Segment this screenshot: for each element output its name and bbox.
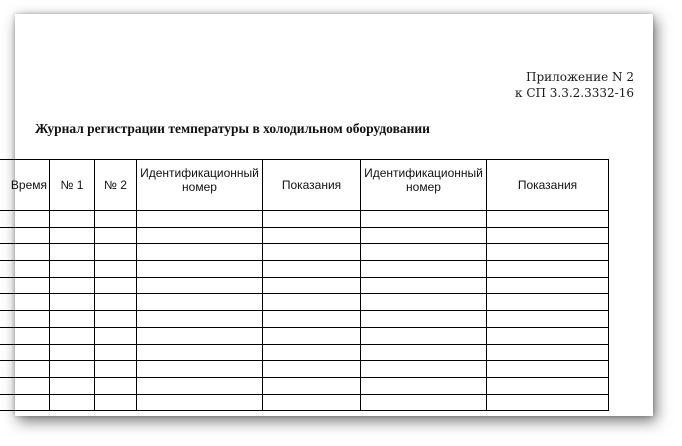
table-cell [50, 244, 95, 261]
table-cell [95, 261, 137, 278]
table-row [0, 294, 609, 311]
table-cell [50, 211, 95, 228]
table-row [0, 261, 609, 278]
table-cell [137, 377, 263, 394]
table-row [0, 277, 609, 294]
table-cell [361, 377, 487, 394]
table-cell [263, 244, 361, 261]
table-cell [263, 361, 361, 378]
journal-title: Журнал регистрации температуры в холодильном оборудовании [35, 121, 430, 136]
table-cell [487, 327, 609, 344]
table-cell [487, 361, 609, 378]
document-page [10, 14, 653, 416]
table-row [0, 311, 609, 328]
table-cell [361, 244, 487, 261]
table-cell [487, 227, 609, 244]
table-cell [487, 294, 609, 311]
table-cell [95, 294, 137, 311]
table-cell [263, 227, 361, 244]
table-cell [263, 211, 361, 228]
table-row [0, 227, 609, 244]
appendix-number: Приложение N 2 [526, 70, 634, 84]
table-cell [95, 344, 137, 361]
table-cell [487, 394, 609, 411]
table-cell [50, 377, 95, 394]
table-cell [361, 361, 487, 378]
table-cell [95, 227, 137, 244]
table-cell [487, 277, 609, 294]
table-cell [361, 394, 487, 411]
table-cell [137, 244, 263, 261]
table-cell [361, 277, 487, 294]
table-cell [95, 377, 137, 394]
table-cell [50, 361, 95, 378]
table-cell [95, 244, 137, 261]
table-row [0, 327, 609, 344]
header-no2: № 2 [95, 160, 137, 211]
table-cell [137, 277, 263, 294]
table-cell [263, 377, 361, 394]
table-cell [0, 361, 50, 378]
table-cell [361, 227, 487, 244]
header-id-number-1: Идентификационный номер [137, 160, 263, 211]
table-cell [361, 327, 487, 344]
table-row [0, 244, 609, 261]
table-cell [263, 394, 361, 411]
table-cell [263, 277, 361, 294]
table-header-row [0, 160, 609, 211]
table-cell [361, 294, 487, 311]
table-cell [95, 361, 137, 378]
table-row [0, 394, 609, 411]
table-cell [137, 211, 263, 228]
header-id-number-2: Идентификационный номер [361, 160, 487, 211]
table-cell [137, 311, 263, 328]
table-cell [137, 294, 263, 311]
table-cell [487, 344, 609, 361]
table-cell [0, 394, 50, 411]
table-cell [50, 294, 95, 311]
table-cell [0, 377, 50, 394]
table-cell [0, 327, 50, 344]
table-cell [487, 211, 609, 228]
table-cell [0, 261, 50, 278]
table-cell [487, 244, 609, 261]
appendix-reference: к СП 3.3.2.3332-16 [515, 86, 634, 100]
appendix-note [515, 69, 634, 101]
table-cell [50, 394, 95, 411]
header-no1: № 1 [50, 160, 95, 211]
table-cell [50, 227, 95, 244]
table-cell [50, 277, 95, 294]
table-row [0, 377, 609, 394]
table-cell [0, 211, 50, 228]
table-cell [263, 294, 361, 311]
table-cell [0, 294, 50, 311]
table-cell [95, 277, 137, 294]
table-cell [137, 327, 263, 344]
table-row [0, 361, 609, 378]
table-cell [487, 311, 609, 328]
table-cell [137, 227, 263, 244]
table-cell [137, 394, 263, 411]
table-cell [137, 361, 263, 378]
table-row [0, 344, 609, 361]
table-body [0, 211, 609, 411]
table-cell [487, 377, 609, 394]
table-cell [95, 211, 137, 228]
table-cell [0, 344, 50, 361]
table-cell [50, 311, 95, 328]
table-cell [487, 261, 609, 278]
table-cell [361, 344, 487, 361]
table-cell [95, 327, 137, 344]
table-cell [137, 344, 263, 361]
table-row [0, 211, 609, 228]
table-cell [50, 344, 95, 361]
table-cell [50, 261, 95, 278]
table-cell [95, 311, 137, 328]
table-cell [263, 261, 361, 278]
table-cell [361, 211, 487, 228]
table-cell [361, 261, 487, 278]
table-cell [361, 311, 487, 328]
header-time: Время [0, 160, 50, 211]
table-cell [0, 277, 50, 294]
table-cell [137, 261, 263, 278]
header-readings-2: Показания [487, 160, 609, 211]
temperature-journal-table [0, 159, 609, 411]
table-cell [0, 244, 50, 261]
table-cell [263, 311, 361, 328]
table-cell [0, 227, 50, 244]
table-cell [50, 327, 95, 344]
table-cell [0, 311, 50, 328]
table-cell [95, 394, 137, 411]
header-readings-1: Показания [263, 160, 361, 211]
table-cell [263, 344, 361, 361]
table-cell [263, 327, 361, 344]
